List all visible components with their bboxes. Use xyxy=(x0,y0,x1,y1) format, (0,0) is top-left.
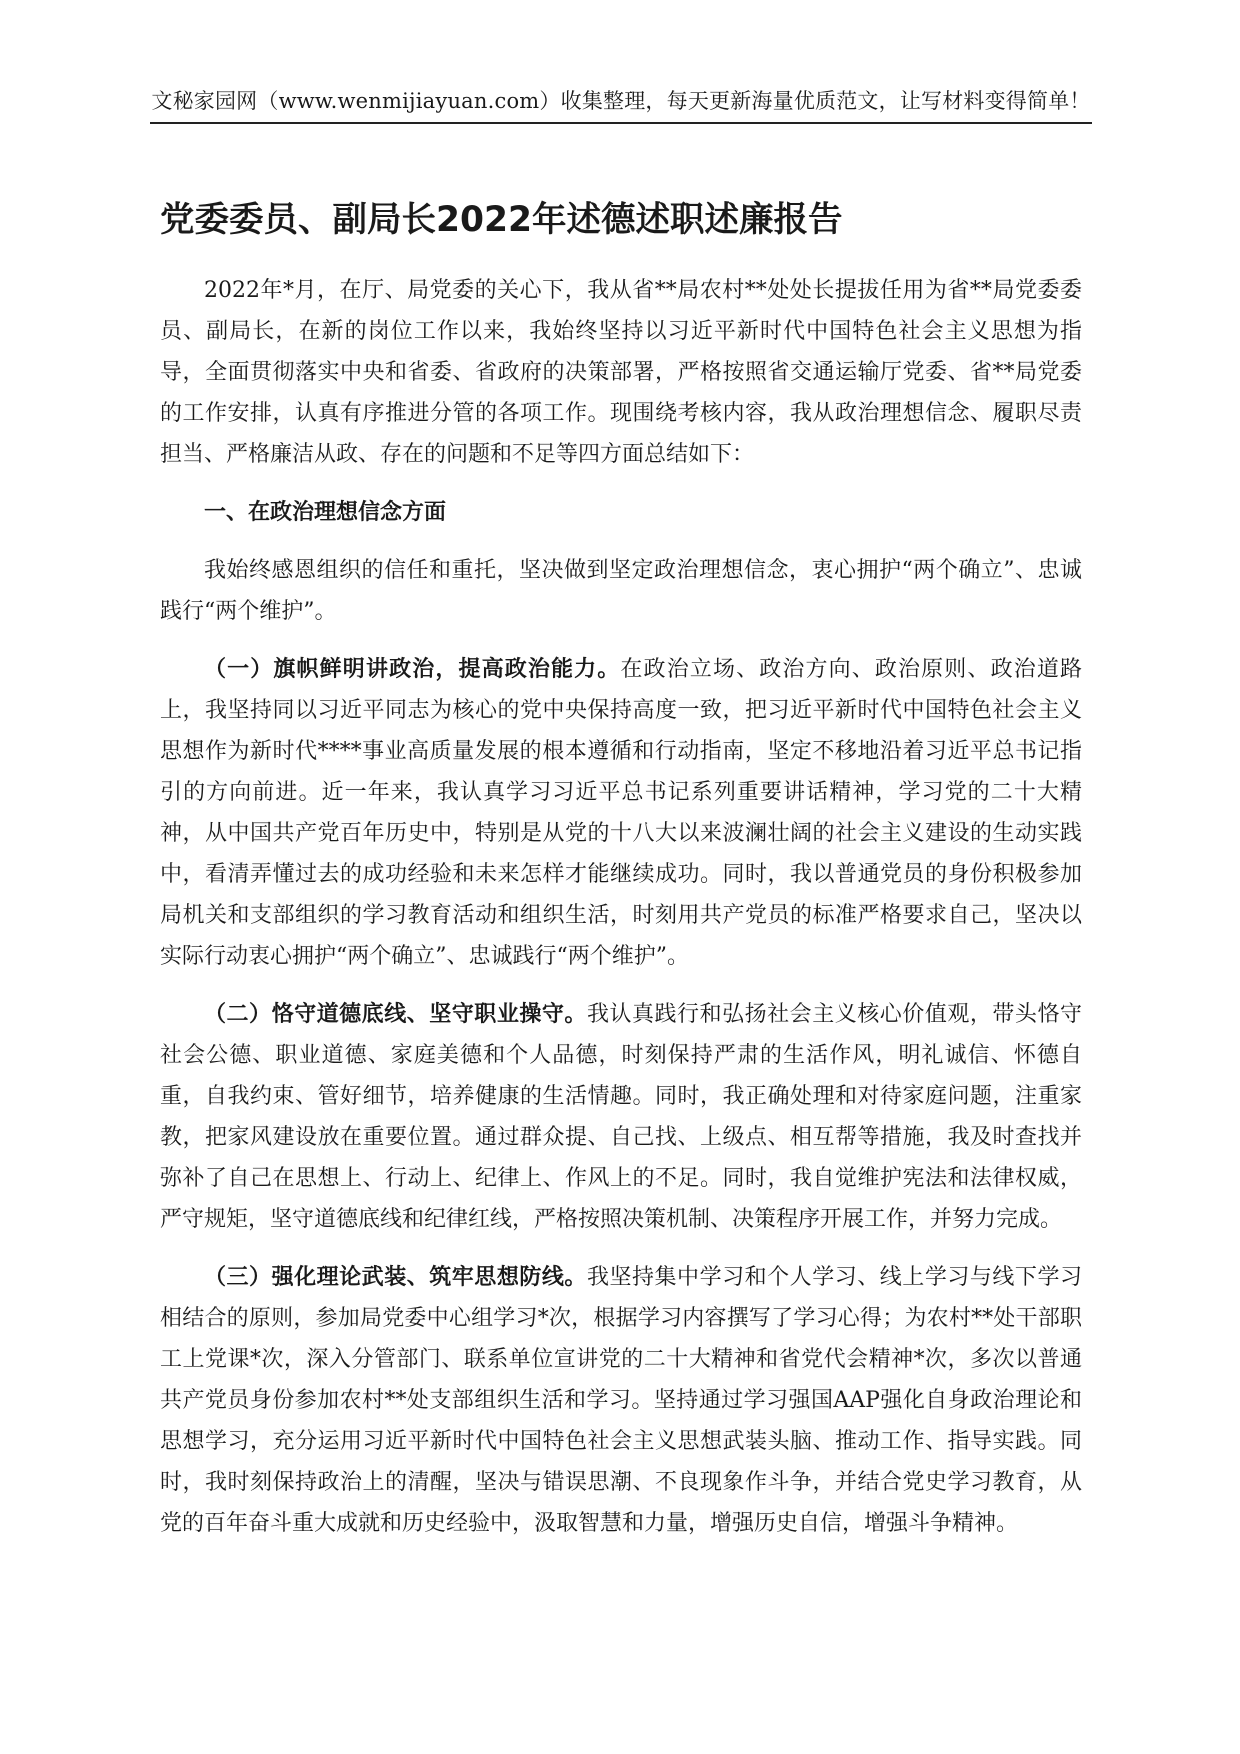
subsection-text-2: 我认真践行和弘扬社会主义核心价值观，带头恪守社会公德、职业道德、家庭美德和个人品德，时刻保持严肃的生活作风，明礼诚信、怀德自重，自我约束、管好细节，培养健康的生活情趣。同时，我正确处理和对待家庭问题，注重家教，把家风建设放在重要位置。通过群众提、自己找、上级点、相互帮等措施，我及时查找并弥补了自己在思想上、行动上、纪律上、作风上的不足。同时，我自觉维护宪法和法律权威，严守规矩，坚守道德底线和纪律红线，严格按照决策机制、决策程序开展工作，并努力完成。 xyxy=(160,1002,1082,1232)
section-intro-paragraph xyxy=(160,550,1082,632)
subsection-paragraph-3 xyxy=(160,1257,1082,1544)
section-intro-text: 我始终感恩组织的信任和重托，坚决做到坚定政治理想信念，衷心拥护“两个确立”、忠诚践行“两个维护”。 xyxy=(160,558,1082,624)
subsection-text-3: 我坚持集中学习和个人学习、线上学习与线下学习相结合的原则，参加局党委中心组学习*次，根据学习内容撰写了学习心得；为农村**处干部职工上党课*次，深入分管部门、联系单位宣讲党的二十大精神和省党代会精神*次，多次以普通共产党员身份参加农村**处支部组织生活和学习。坚持通过学习强国AAP强化自身政治理论和思想学习，充分运用习近平新时代中国特色社会主义思想武装头脑、推动工作、指导实践。同时，我时刻保持政治上的清醒，坚决与错误思潮、不良现象作斗争，并结合党史学习教育，从党的百年奋斗重大成就和历史经验中，汲取智慧和力量，增强历史自信，增强斗争精神。 xyxy=(160,1265,1082,1536)
subsection-text-1: 在政治立场、政治方向、政治原则、政治道路上，我坚持同以习近平同志为核心的党中央保持高度一致，把习近平新时代中国特色社会主义思想作为新时代****事业高质量发展的根本遵循和行动指南，坚定不移地沿着习近平总书记指引的方向前进。近一年来，我认真学习习近平总书记系列重要讲话精神，学习党的二十大精神，从中国共产党百年历史中，特别是从党的十八大以来波澜壮阔的社会主义建设的生动实践中，看清弄懂过去的成功经验和未来怎样才能继续成功。同时，我以普通党员的身份积极参加局机关和支部组织的学习教育活动和组织生活，时刻用共产党员的标准严格要求自己，坚决以实际行动衷心拥护“两个确立”、忠诚践行“两个维护”。 xyxy=(160,657,1082,969)
document-body xyxy=(160,270,1082,1561)
subsection-lead-3: （三）强化理论武装、筑牢思想防线。 xyxy=(204,1264,587,1290)
intro-paragraph xyxy=(160,270,1082,475)
section-heading-text: 一、在政治理想信念方面 xyxy=(204,499,447,525)
subsection-paragraph-2 xyxy=(160,994,1082,1240)
page-header xyxy=(150,86,1092,124)
section-heading xyxy=(160,492,1082,533)
subsection-paragraph-1 xyxy=(160,649,1082,977)
subsection-lead-2: （二）恪守道德底线、坚守职业操守。 xyxy=(204,1001,587,1027)
subsection-lead-1: （一）旗帜鲜明讲政治，提高政治能力。 xyxy=(204,656,621,682)
document-title: 党委委员、副局长2022年述德述职述廉报告 xyxy=(160,200,843,240)
intro-text: 2022年*月，在厅、局党委的关心下，我从省**局农村**处处长提拔任用为省**局党委委员、副局长，在新的岗位工作以来，我始终坚持以习近平新时代中国特色社会主义思想为指导，全面贯彻落实中央和省委、省政府的决策部署，严格按照省交通运输厅党委、省**局党委的工作安排，认真有序推进分管的各项工作。现围绕考核内容，我从政治理想信念、履职尽责担当、严格廉洁从政、存在的问题和不足等四方面总结如下： xyxy=(160,278,1082,467)
header-text: 文秘家园网（www.wenmijiayuan.com）收集整理，每天更新海量优质范文，让写材料变得简单！ xyxy=(151,89,1091,113)
